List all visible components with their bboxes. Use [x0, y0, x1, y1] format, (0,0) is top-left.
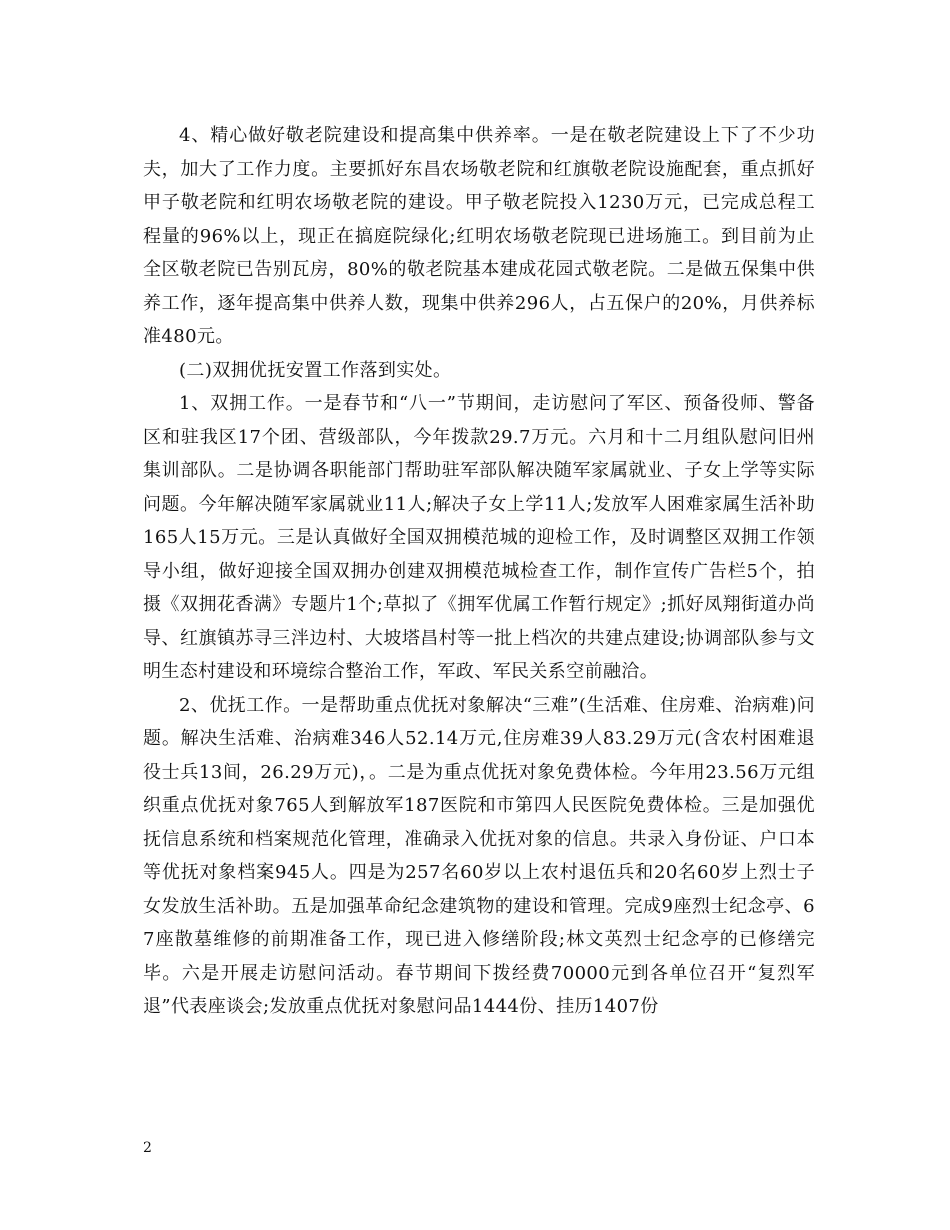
document-body — [143, 119, 815, 1024]
page-number: 2 — [143, 1140, 152, 1156]
paragraph-elderly-homes: 4、精心做好敬老院建设和提高集中供养率。一是在敬老院建设上下了不少功夫，加大了工作力度。主要抓好东昌农场敬老院和红旗敬老院设施配套，重点抓好甲子敬老院和红明农场敬老院的建设。甲子敬老院投入1230万元，已完成总程工程量的96%以上，现正在搞庭院绿化;红明农场敬老院现已进场施工。到目前为止全区敬老院已告别瓦房，80%的敬老院基本建成花园式敬老院。二是做五保集中供养工作，逐年提高集中供养人数，现集中供养296人，占五保户的20%，月供养标准480元。 — [143, 125, 815, 347]
section-heading-support: (二)双拥优抚安置工作落到实处。 — [179, 359, 452, 381]
paragraph-dual-support: 1、双拥工作。一是春节和“八一”节期间，走访慰问了军区、预备役师、警备区和驻我区17个团、营级部队，今年拨款29.7万元。六月和十二月组队慰问旧州集训部队。二是协调各职能部门帮助驻军部队解决随军家属就业、子女上学等实际问题。今年解决随军家属就业11人;解决子女上学11人;发放军人困难家属生活补助165人15万元。三是认真做好全国双拥模范城的迎检工作，及时调整区双拥工作领导小组，做好迎接全国双拥办创建双拥模范城检查工作，制作宣传广告栏5个，拍摄《双拥花香满》专题片1个;草拟了《拥军优属工作暂行规定》;抓好凤翔街道办尚导、红旗镇苏寻三泮边村、大坡塔昌村等一批上档次的共建点建设;协调部队参与文明生态村建设和环境综合整治工作，军政、军民关系空前融洽。 — [143, 393, 815, 682]
paragraph-preferential-care: 2、优抚工作。一是帮助重点优抚对象解决“三难”(生活难、住房难、治病难)问题。解决生活难、治病难346人52.14万元,住房难39人83.29万元(含农村困难退役士兵13间，26.29万元)，。二是为重点优抚对象免费体检。今年用23.56万元组织重点优抚对象765人到解放军187医院和市第四人民医院免费体检。三是加强优抚信息系统和档案规范化管理，准确录入优抚对象的信息。共录入身份证、户口本等优抚对象档案945人。四是为257名60岁以上农村退伍兵和20名60岁上烈士子女发放生活补助。五是加强革命纪念建筑物的建设和管理。完成9座烈士纪念亭、67座散墓维修的前期准备工作，现已进入修缮阶段;林文英烈士纪念亭的已修缮完毕。六是开展走访慰问活动。春节期间下拨经费70000元到各单位召开“复烈军退”代表座谈会;发放重点优抚对象慰问品1444份、挂历1407份 — [143, 694, 815, 1017]
